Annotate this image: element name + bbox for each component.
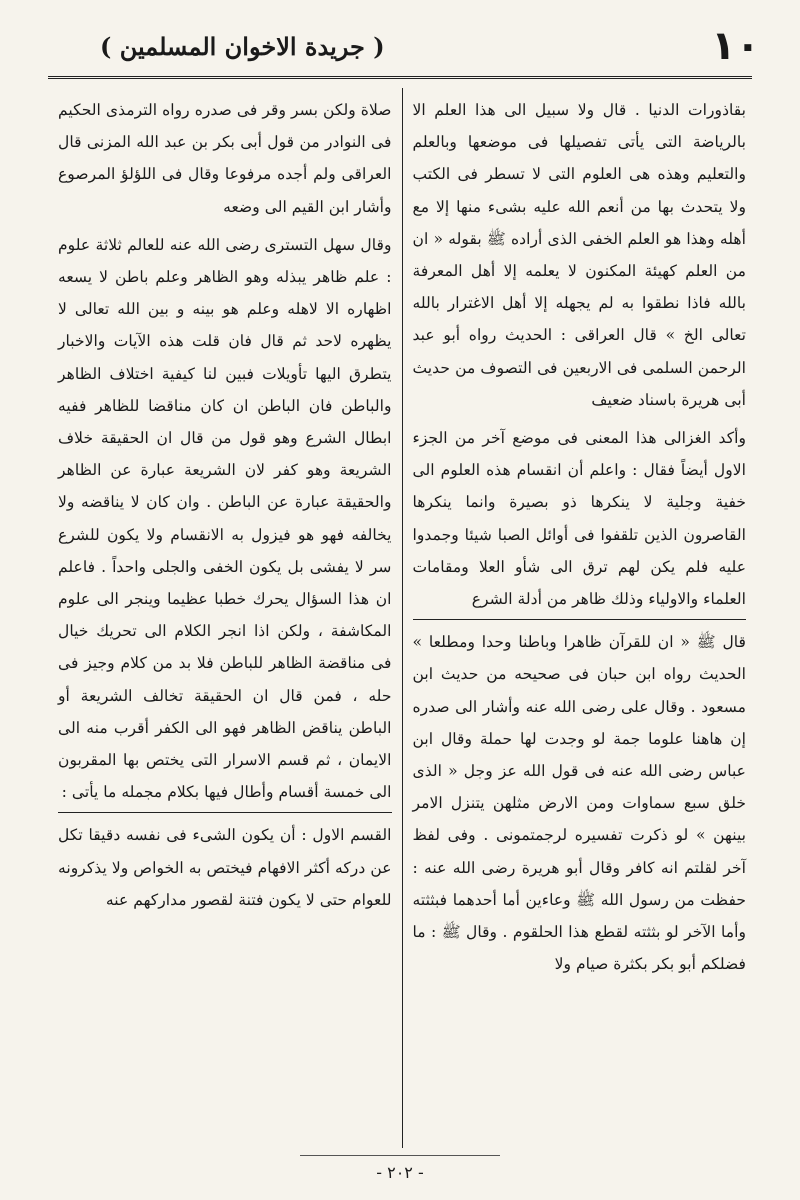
- folio-number: - ٢٠٢ -: [376, 1163, 424, 1182]
- left-paragraph-2: وقال سهل التسترى رضى الله عنه للعالم ثلاثة علوم : علم ظاهر يبذله وهو الظاهر وعلم باطن لا يسعه اظهاره الا لاهله وعلم هو بينه و بين الله تعالى لا يظهره لاحد ثم قال فان قلت هذه الآيات والاخبار يتطرق اليها تأويلات فبين لنا كيفية اختلاف الظاهر والباطن فان الباطن ان كان مناقضا للظاهر ففيه ابطال الشرع وهو قول من قال ان الحقيقة خلاف الشريعة وهو كفر لان الشريعة عبارة عن الظاهر والحقيقة عبارة عن الباطن . وان كان لا يناقضه ولا يخالفه فهو هو فيزول به الانقسام ولا يكون للشرع سر لا يفشى بل يكون الخفى والجلى واحداً . فاعلم ان هذا السؤال يحرك خطبا عظيما وينجر الى علوم المكاشفة ، ولكن اذا انجر الكلام الى تحريك خيال فى مناقضة الظاهر للباطن فلا بد من كلام وجيز فى حله ، فمن قال ان الحقيقة تخالف الشريعة أو الباطن يناقض الظاهر فهو الى الكفر أقرب منه الى الايمان ، ثم قسم الاسرار التى يختص بها المقربون الى خمسة أقسام وأطال فيها بكلام مجمله ما يأتى :: [58, 235, 392, 802]
- header-rule: [48, 76, 752, 79]
- page-header: [40, 22, 760, 70]
- journal-title: ( جريدة الاخوان المسلمين ): [100, 31, 385, 61]
- right-column: [403, 84, 757, 1148]
- right-paragraph-2: وأكد الغزالى هذا المعنى فى موضع آخر من الجزء الاول أيضاً فقال : واعلم أن انقسام هذه العلوم الى خفية وجلية لا ينكرها ذو بصيرة وانما ينكرها القاصرون الذين تلقفوا فى أوائل الصبا شيئا وجمدوا عليه فلم يكن لهم ترق الى شأو العلا ومقامات العلماء والاولياء وذلك ظاهر من أدلة الشرع: [412, 429, 746, 609]
- right-paragraph-3: قال ﷺ « ان للقرآن ظاهرا وباطنا وحدا ومطلعا » الحديث رواه ابن حبان فى صحيحه من حديث ابن مسعود . وقال على رضى الله عنه وأشار الى صدره إن هاهنا علوما جمة لو وجدت لها حملة وقال ابن عباس رضى الله عنه فى قول الله عز وجل « الذى خلق سبع سماوات ومن الارض مثلهن يتنزل الامر بينهن » لو ذكرت تفسيره لرجمتمونى . وفى لفظ آخر لقلتم انه كافر وقال أبو هريرة رضى الله عنه : حفظت من رسول الله ﷺ وعاءين أما أحدهما فبثثته وأما الآخر لو بثثته لقطع هذا الحلقوم . وقال ﷺ : ما فضلكم أبو بكر بكثرة صيام ولا: [412, 633, 746, 974]
- text-columns: [48, 84, 756, 1148]
- footer-rule: [300, 1155, 500, 1156]
- left-paragraph-3: القسم الاول : أن يكون الشىء فى نفسه دقيقا تكل عن دركه أكثر الافهام فيختص به الخواص ولا يذكرونه للعوام حتى لا يكون فتنة لقصور مداركهم عنه: [58, 826, 392, 909]
- left-column: [48, 84, 402, 1148]
- right-paragraph-1: بقاذورات الدنيا . قال ولا سبيل الى هذا العلم الا بالرياضة التى يأتى تفصيلها فى موضعها وبالعلم والتعليم وهذه هى العلوم التى لا تسطر فى الكتب ولا يتحدث بها من أنعم الله عليه بشىء منها إلا مع أهله وهذا هو العلم الخفى الذى أراده ﷺ بقوله « ان من العلم كهيئة المكنون لا يعلمه إلا أهل المعرفة بالله فاذا نطقوا به لم يجهله إلا أهل الاغترار بالله تعالى الخ » قال العراقى : الحديث رواه أبو عبد الرحمن السلمى فى الاربعين فى التصوف من حديث أبى هريرة باسناد ضعيف: [412, 101, 746, 409]
- page-number: ١٠: [711, 23, 760, 69]
- left-paragraph-1: صلاة ولكن بسر وقر فى صدره رواه الترمذى الحكيم فى النوادر من قول أبى بكر بن عبد الله المزنى قال العراقى ولم أجده مرفوعا وقال فى اللؤلؤ المرصوع وأشار ابن القيم الى وضعه: [58, 101, 392, 216]
- section-divider: [413, 619, 747, 620]
- section-divider-left: [58, 812, 392, 813]
